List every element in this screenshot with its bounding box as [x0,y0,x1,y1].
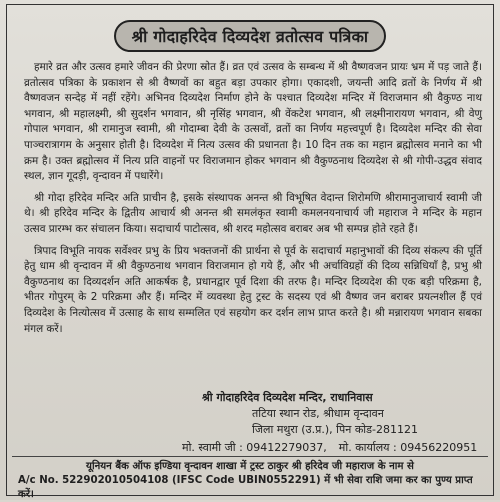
signature-phones [182,440,482,456]
paragraph-intro: हमारे व्रत और उत्सव हमारे जीवन की प्रेरणा स्रोत हैं। व्रत एवं उत्सव के सम्बन्ध में श्री वैष्णवजन प्रायः भ्रम में पड़ जाते हैं। व्रतोत्सव पत्रिका के प्रकाशन से श्री वैष्णवों का बहुत बड़ा उपकार होगा। एकादशी, जयन्ती आदि व्रतों के निर्णय में श्री वैष्णवजन सन्देह में नहीं रहेंगे। अभिनव दिव्यदेश निर्माण होने के पश्चात दिव्यदेश मन्दिर में विराजमान श्री वैकुण्ठ नाथ भगवान, श्री महालक्ष्मी, श्री सुदर्शन भगवान, श्री नृसिंह भगवान, श्री वेंकटेश भगवान, श्री लक्ष्मीनारायण भगवान, श्री वेणु गोपाल भगवान, श्री रामानुज स्वामी, श्री गोदाम्बा देवी के उत्सवों, व्रतों का निर्णय महत्त्वपूर्ण है। दिव्यदेश मन्दिर की सेवा पाञ्चरात्रागम के अनुसार होती है। दिव्यदेश में नित्य उत्सव की प्रधानता है। 10 दिन तक का महान ब्रह्मोत्सव मनाने का भी क्रम है। उक्त ब्रह्मोत्सव में नित्य प्रति वाहनों पर विराजमान होकर भगवान श्री वैकुण्ठनाथ दिव्यदेश से श्री गोपी-उद्धव संवाद स्थल, ज्ञान गूदड़ी, वृन्दावन में पधारेंगे। [24,61,482,183]
page-title: श्री गोदाहरिदेव दिव्यदेश व्रतोत्सव पत्रिका [114,20,386,52]
footer-line-2: A/c No. 522902010504108 (IFSC Code UBIN0552291) में भी सेवा राशि जमा कर का पुण्य प्राप्त करें। [18,475,473,500]
title-container [0,20,500,52]
paragraph-darshan: त्रिपाद विभूति नायक सर्वेश्वर प्रभु के प्रिय भक्तजनों की प्रार्थना से पूर्व के सदाचार्य महानुभावों की दिव्य संकल्प की पूर्ति हेतु धाम श्री वृन्दावन में श्री वैकुण्ठनाथ भगवान विराजमान हो गये हैं, और भी अर्चाविग्रहों की दिव्य सन्निधियाँ है, प्रभु श्री वैकुण्ठनाथ का दिव्यदर्शन अति आकर्षक है, प्रधानद्वार पूर्व दिशा की तरफ है। मन्दिर दिव्यदेश की एक बड़ी परिक्रमा है, भीतर गोपुरम् के 2 परिक्रमा और हैं। मन्दिर में व्यवस्था हेतु ट्रस्ट के सदस्य एवं श्री वैष्णव जन बराबर प्रयत्नशील हैं एवं दिव्यदेश के नित्योत्सव में उत्साह के साथ सम्मलित एवं सहयोग कर दर्शन लाभ प्राप्त करते है। श्री मन्नारायण भगवान सबका मंगल करें। [24,244,482,335]
signature-block [182,390,482,456]
signature-address-2: जिला मथुरा (उ.प्र.), पिन कोड-281121 [252,423,418,436]
phone-office: मो. कार्यालय : 09456220951 [338,441,478,454]
footer-line-1: यूनियन बैंक ऑफ इण्डिया वृन्दावन शाखा में ट्रस्ट ठाकुर श्री हरिदेव जी महाराज के नाम से [86,461,414,472]
signature-address-1: तटिया स्थान रोड, श्रीधाम वृन्दावन [252,407,384,420]
body-text [24,60,482,343]
paragraph-history: श्री गोदा हरिदेव मन्दिर अति प्राचीन है, इसके संस्थापक अनन्त श्री विभूषित वेदान्त शिरोमणि श्रीरामानुजाचार्य स्वामी जी थे। श्री हरिदेव मन्दिर के द्वितीय आचार्य श्री अनन्त श्री समलंकृत स्वामी कमलनयनाचार्य जी महाराज ने मन्दिर के महान उत्सव प्रारम्भ कर संचालन किया। सदाचार्य पाटोत्सव, श्री शरद महोत्सव बराबर अब भी सम्पन्न होते रहते हैं। [24,191,482,235]
phone-swami: मो. स्वामी जी : 09412279037, [182,441,327,454]
signature-org: श्री गोदाहरिदेव दिव्यदेश मन्दिर, राधानिवास [202,391,373,404]
bank-footer [12,456,488,502]
